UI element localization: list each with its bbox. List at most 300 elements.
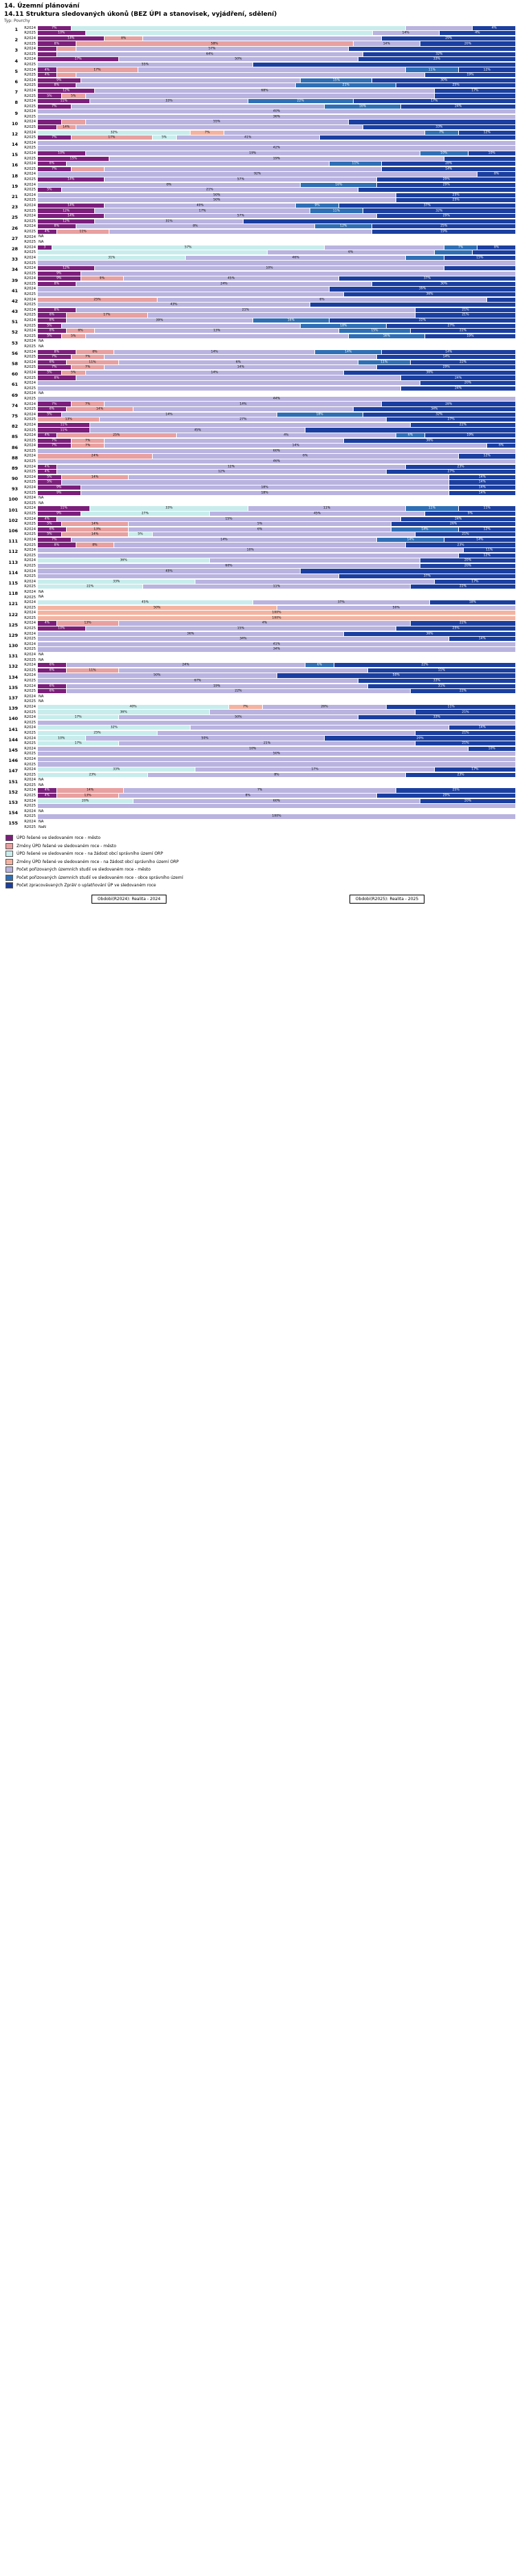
stacked-bar[interactable] [38,558,516,563]
group-rows [18,527,516,537]
row-label: R2025 [24,281,36,286]
segment-value-label: 4% [44,68,50,72]
stacked-bar[interactable] [38,439,516,443]
row-label: R2024 [24,214,36,219]
stacked-bar[interactable] [38,532,516,536]
stacked-bar[interactable] [38,381,516,385]
stacked-bar[interactable] [38,183,516,187]
stacked-bar[interactable] [38,73,516,77]
chart-row [18,380,516,386]
row-label: R2024 [24,78,36,83]
stacked-bar[interactable] [38,240,516,244]
row-label: R2025 [24,386,36,391]
stacked-bar[interactable] [38,752,516,756]
group-rows [18,349,516,360]
chart-group [3,287,516,297]
stacked-bar[interactable] [38,386,516,391]
segment-value-label: 4% [491,26,497,30]
bar-segment [382,402,516,406]
stacked-bar[interactable] [38,527,516,532]
legend-item[interactable] [6,882,516,888]
stacked-bar[interactable] [38,375,516,380]
stacked-bar[interactable] [38,276,516,281]
stacked-bar[interactable] [38,517,516,521]
stacked-bar[interactable] [38,214,516,218]
stacked-bar[interactable] [38,245,516,250]
segment-value-label: 9% [99,276,105,281]
stacked-bar[interactable] [38,459,516,463]
stacked-bar[interactable] [38,308,516,312]
stacked-bar[interactable] [38,135,516,140]
segment-value-label: 14% [478,485,486,490]
stacked-bar[interactable] [38,78,516,83]
stacked-bar[interactable] [38,365,516,369]
bar-segment [76,125,363,129]
stacked-bar[interactable] [38,407,516,411]
chart-row [18,511,516,516]
stacked-bar[interactable] [38,131,516,135]
stacked-bar[interactable] [38,371,516,375]
segment-value-label: 20% [464,381,472,385]
row-label: R2025 [24,334,36,338]
stacked-bar[interactable] [38,188,516,192]
chart-row [18,469,516,474]
segment-value-label: 14% [478,480,486,484]
chart-row [18,574,516,579]
chart-group [3,402,516,412]
stacked-bar[interactable] [38,747,516,751]
stacked-bar[interactable] [38,684,516,688]
segment-value-label: 6% [235,360,241,364]
stacked-bar[interactable] [38,298,516,302]
chart-row [18,819,516,825]
stacked-bar[interactable] [38,350,516,354]
stacked-bar[interactable] [38,485,516,490]
segment-value-label: 20% [464,564,472,568]
row-label: R2025 [24,804,36,809]
bar-segment [38,276,81,281]
stacked-bar[interactable] [38,564,516,568]
bar-segment [38,647,516,651]
stacked-bar[interactable] [38,480,516,484]
stacked-bar[interactable] [38,710,516,714]
stacked-bar[interactable] [38,585,516,589]
chart-row [18,611,516,616]
stacked-bar[interactable] [38,705,516,709]
stacked-bar[interactable] [38,794,516,798]
legend-item[interactable] [6,866,516,873]
stacked-bar[interactable] [38,653,516,657]
bar-segment [105,177,377,182]
stacked-bar[interactable] [38,413,516,417]
stacked-bar[interactable] [38,423,516,427]
legend-item[interactable] [6,859,516,865]
bar-segment [38,204,105,208]
stacked-bar[interactable] [38,105,516,109]
chart-group [3,88,516,98]
stacked-bar[interactable] [38,773,516,777]
stacked-bar[interactable] [38,282,516,286]
segment-value-label: 23% [457,465,464,469]
segment-value-label: 8% [274,773,279,777]
stacked-bar[interactable] [38,26,516,30]
stacked-bar[interactable] [38,109,516,113]
stacked-bar[interactable] [38,554,516,558]
row-label: R2024 [24,370,36,375]
stacked-bar[interactable] [38,391,516,395]
group-rows [18,454,516,464]
group-id-label: 34 [11,267,18,273]
stacked-bar[interactable] [38,663,516,667]
stacked-bar[interactable] [38,303,516,307]
stacked-bar[interactable] [38,621,516,625]
segment-value-label: 58% [211,42,218,46]
stacked-bar[interactable] [38,522,516,526]
legend-item[interactable] [6,843,516,849]
stacked-bar[interactable] [38,198,516,202]
stacked-bar[interactable] [38,219,516,223]
stacked-bar[interactable] [38,788,516,792]
stacked-bar[interactable] [38,616,516,620]
segment-value-label: 10% [488,151,495,155]
stacked-bar[interactable] [38,814,516,818]
stacked-bar[interactable] [38,125,516,129]
stacked-bar[interactable] [38,41,516,45]
stacked-bar[interactable] [38,496,516,500]
bar-segment [38,365,72,369]
stacked-bar[interactable] [38,230,516,234]
segment-value-label: 5% [47,188,52,192]
stacked-bar[interactable] [38,360,516,364]
stacked-bar[interactable] [38,444,516,448]
stacked-bar[interactable] [38,632,516,636]
chart-group [3,736,516,746]
chart-group [3,370,516,380]
bar-segment [38,668,67,673]
row-label: R2024 [24,402,36,406]
stacked-bar[interactable] [38,428,516,432]
stacked-bar[interactable] [38,606,516,610]
row-label: R2025 [24,114,36,119]
stacked-bar[interactable] [38,83,516,87]
stacked-bar[interactable] [38,642,516,646]
segment-value-label: 4% [44,433,50,437]
bar-segment [401,105,516,109]
stacked-bar[interactable] [38,543,516,547]
stacked-bar[interactable] [38,345,516,349]
bar-segment [38,115,516,119]
stacked-bar[interactable] [38,626,516,631]
stacked-bar[interactable] [38,767,516,772]
stacked-bar[interactable] [38,569,516,573]
stacked-bar[interactable] [38,538,516,542]
row-label: R2024 [24,307,36,312]
stacked-bar[interactable] [38,287,516,291]
stacked-bar[interactable] [38,611,516,615]
stacked-bar[interactable] [38,658,516,662]
stacked-bar[interactable] [38,715,516,719]
legend-swatch [6,882,13,888]
stacked-bar[interactable] [38,637,516,641]
row-label: R2024 [24,454,36,459]
stacked-bar[interactable] [38,94,516,98]
row-label: R2025 [24,794,36,798]
group-rows [18,798,516,809]
segment-value-label: 34% [272,647,281,651]
stacked-bar[interactable] [38,162,516,166]
bar-segment [38,141,516,145]
group-id-label: 4 [14,58,18,64]
stacked-bar[interactable] [38,208,516,212]
stacked-bar[interactable] [38,329,516,333]
chart-row [18,459,516,464]
bar-segment [401,375,516,380]
row-label: R2024 [24,433,36,438]
bar-segment [38,162,67,166]
chart-row [18,480,516,485]
stacked-bar[interactable] [38,695,516,699]
segment-value-label: 12% [483,131,491,135]
bar-segment [435,580,516,584]
stacked-bar[interactable] [38,397,516,401]
bar-segment [38,413,62,417]
stacked-bar[interactable] [38,673,516,677]
stacked-bar[interactable] [38,193,516,197]
bar-segment [95,208,310,212]
chart-row [18,699,516,705]
group-rows [18,402,516,412]
row-label: R2025 [24,365,36,370]
bar-segment [229,705,263,709]
segment-value-label: 6% [49,360,54,364]
segment-value-label: 7% [52,402,57,406]
stacked-bar[interactable] [38,736,516,740]
segment-value-label: 22% [297,99,304,103]
stacked-bar[interactable] [38,433,516,437]
bar-segment [38,757,516,761]
segment-value-label: 23% [89,773,96,777]
stacked-bar[interactable] [38,600,516,604]
stacked-bar[interactable] [38,501,516,505]
bar-segment [420,558,516,563]
stacked-bar[interactable] [38,266,516,270]
row-label: R2025 [24,271,36,276]
segment-value-label: 11% [447,705,455,709]
segment-value-label: 100% [272,616,281,620]
stacked-bar[interactable] [38,512,516,516]
bar-segment [224,131,425,135]
stacked-bar[interactable] [38,725,516,730]
stacked-bar[interactable] [38,52,516,56]
na-label: NA [39,819,44,824]
stacked-bar[interactable] [38,820,516,824]
stacked-bar[interactable] [38,465,516,469]
bar-segment [382,350,516,354]
row-label: R2024 [24,36,36,41]
stacked-bar[interactable] [38,334,516,338]
stacked-bar[interactable] [38,167,516,171]
stacked-bar[interactable] [38,324,516,328]
stacked-bar[interactable] [38,172,516,176]
stacked-bar[interactable] [38,668,516,673]
stacked-bar[interactable] [38,402,516,406]
stacked-bar[interactable] [38,491,516,495]
chart-row [18,527,516,532]
group-rows [18,642,516,652]
group-rows [18,662,516,673]
stacked-bar[interactable] [38,689,516,693]
segment-value-label: 5% [138,532,143,536]
stacked-bar[interactable] [38,825,516,829]
stacked-bar[interactable] [38,261,516,265]
stacked-bar[interactable] [38,417,516,422]
group-id-label: 33 [11,256,18,263]
segment-value-label: 55% [141,63,149,67]
bar-segment [358,57,516,61]
segment-value-label: 17% [74,57,82,61]
row-label: R2024 [24,391,36,396]
chart-row [18,208,516,214]
segment-value-label: 5% [70,94,76,98]
bar-segment [38,600,253,604]
segment-value-label: 8% [193,224,198,228]
stacked-bar[interactable] [38,574,516,578]
bar-segment [377,183,516,187]
stacked-bar[interactable] [38,318,516,323]
segment-value-label: 14% [91,522,98,526]
segment-value-label: 6% [49,162,54,166]
stacked-bar[interactable] [38,36,516,41]
stacked-bar[interactable] [38,339,516,343]
group-rows [18,391,516,402]
stacked-bar[interactable] [38,177,516,182]
bar-segment [62,334,86,338]
stacked-bar[interactable] [38,778,516,782]
bar-segment [435,89,516,93]
stacked-bar[interactable] [38,146,516,150]
segment-value-label: 11% [438,668,445,673]
stacked-bar[interactable] [38,804,516,808]
row-label: R2025 [24,62,36,67]
stacked-bar[interactable] [38,506,516,510]
legend-item[interactable] [6,835,516,841]
bar-segment [76,73,425,77]
legend-item[interactable] [6,851,516,857]
group-id-label: 69 [11,392,18,398]
bar-segment [387,324,516,328]
stacked-bar[interactable] [38,679,516,683]
stacked-bar[interactable] [38,799,516,803]
stacked-bar[interactable] [38,731,516,735]
bar-segment [416,308,516,312]
stacked-bar[interactable] [38,151,516,155]
segment-value-label: 12% [483,527,491,532]
stacked-bar[interactable] [38,762,516,766]
stacked-bar[interactable] [38,157,516,161]
stacked-bar[interactable] [38,256,516,260]
bar-segment [38,548,464,552]
chart-row [18,334,516,339]
bar-segment [444,538,516,542]
stacked-bar[interactable] [38,47,516,51]
bar-segment [86,120,349,124]
stacked-bar[interactable] [38,141,516,145]
stacked-bar[interactable] [38,590,516,594]
chart-row [18,474,516,480]
segment-value-label: 4% [44,465,50,469]
stacked-bar[interactable] [38,470,516,474]
segment-value-label: 12% [483,68,491,72]
stacked-bar[interactable] [38,57,516,61]
stacked-bar[interactable] [38,757,516,761]
stacked-bar[interactable] [38,224,516,228]
stacked-bar[interactable] [38,580,516,584]
segment-value-label: 12% [483,554,491,558]
stacked-bar[interactable] [38,31,516,35]
stacked-bar[interactable] [38,355,516,359]
stacked-bar[interactable] [38,548,516,552]
group-rows [18,109,516,120]
segment-value-label: 4% [44,73,50,77]
stacked-bar[interactable] [38,204,516,208]
segment-value-label: 7% [257,788,263,792]
chart-row [18,72,516,78]
row-label: R2024 [24,130,36,135]
stacked-bar[interactable] [38,250,516,254]
stacked-bar[interactable] [38,699,516,703]
bar-segment [38,245,52,250]
chart-row [18,767,516,772]
stacked-bar[interactable] [38,67,516,72]
stacked-bar[interactable] [38,234,516,239]
stacked-bar[interactable] [38,809,516,814]
bar-segment [158,731,416,735]
stacked-bar[interactable] [38,721,516,725]
stacked-bar[interactable] [38,63,516,67]
stacked-bar[interactable] [38,292,516,296]
chart-row [18,318,516,323]
stacked-bar[interactable] [38,313,516,317]
stacked-bar[interactable] [38,454,516,458]
bar-segment [416,741,516,745]
stacked-bar[interactable] [38,89,516,93]
stacked-bar[interactable] [38,741,516,745]
stacked-bar[interactable] [38,783,516,787]
stacked-bar[interactable] [38,115,516,119]
bar-segment [330,162,382,166]
legend-item[interactable] [6,875,516,881]
stacked-bar[interactable] [38,99,516,103]
na-label: NA [39,699,44,704]
stacked-bar[interactable] [38,595,516,599]
chart-row [18,234,516,240]
segment-value-label: 8% [54,282,59,286]
segment-value-label: 36% [426,439,433,443]
chart-group [3,151,516,161]
chart-row [18,662,516,668]
stacked-bar[interactable] [38,272,516,276]
group-id-label: 118 [8,591,18,597]
group-id-label: 122 [8,611,18,618]
stacked-bar[interactable] [38,120,516,124]
bar-segment [416,532,516,536]
stacked-bar[interactable] [38,449,516,453]
stacked-bar[interactable] [38,475,516,479]
segment-value-label: 41% [272,642,281,646]
stacked-bar[interactable] [38,647,516,651]
bar-segment [420,151,469,155]
bar-segment [38,193,396,197]
